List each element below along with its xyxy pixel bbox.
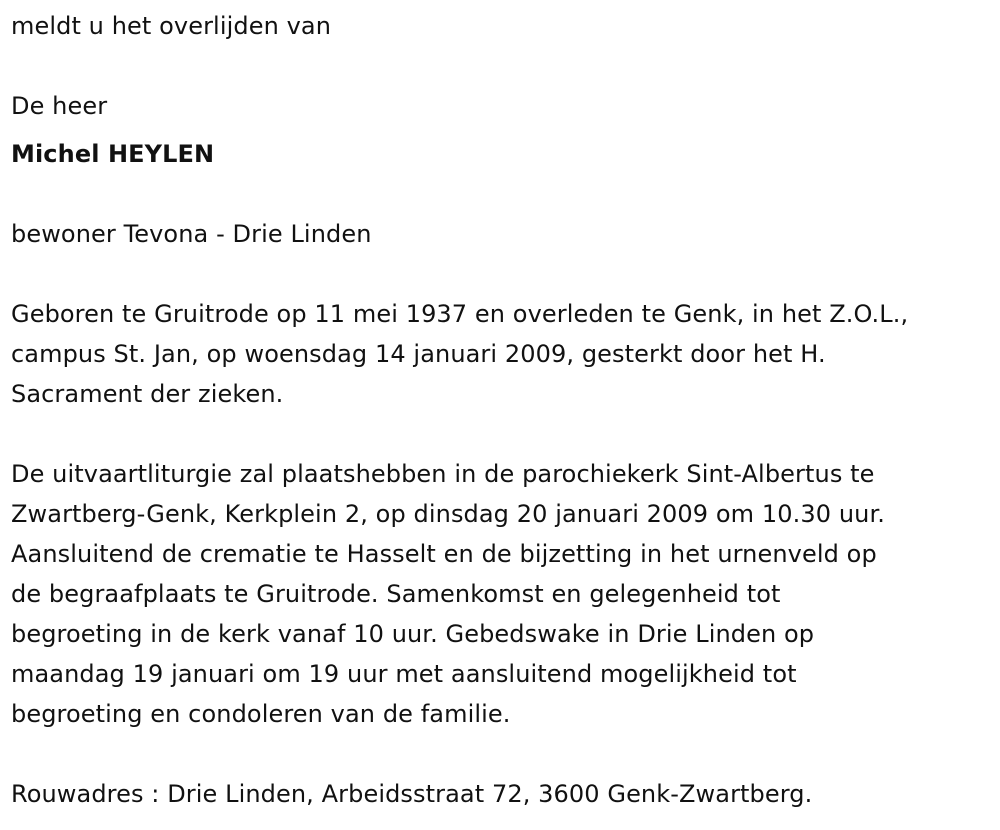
- salutation: De heer: [11, 92, 108, 120]
- spacer: [11, 46, 991, 86]
- obituary-document: [11, 6, 991, 814]
- paragraph-line: begroeting en condoleren van de familie.: [11, 700, 511, 728]
- spacer: [11, 414, 991, 454]
- paragraph-line: Sacrament der zieken.: [11, 380, 284, 408]
- mourning-address: Rouwadres : Drie Linden, Arbeidsstraat 72, 3600 Genk-Zwartberg.: [11, 780, 813, 808]
- spacer: [11, 734, 991, 774]
- spacer: [11, 174, 991, 214]
- paragraph-line: Zwartberg-Genk, Kerkplein 2, op dinsdag 20 januari 2009 om 10.30 uur.: [11, 500, 885, 528]
- intro-text: meldt u het overlijden van: [11, 12, 332, 40]
- paragraph-line: maandag 19 januari om 19 uur met aansluitend mogelijkheid tot: [11, 660, 797, 688]
- paragraph-line: begroeting in de kerk vanaf 10 uur. Gebedswake in Drie Linden op: [11, 620, 815, 648]
- paragraph-line: De uitvaartliturgie zal plaatshebben in de parochiekerk Sint-Albertus te: [11, 460, 875, 488]
- spacer: [11, 126, 991, 134]
- birth-death-paragraph: [11, 294, 991, 414]
- funeral-paragraph: [11, 454, 991, 734]
- paragraph-line: de begraafplaats te Gruitrode. Samenkomst en gelegenheid tot: [11, 580, 781, 608]
- paragraph-line: campus St. Jan, op woensdag 14 januari 2009, gesterkt door het H.: [11, 340, 826, 368]
- paragraph-line: Geboren te Gruitrode op 11 mei 1937 en overleden te Genk, in het Z.O.L.,: [11, 300, 909, 328]
- spacer: [11, 254, 991, 294]
- deceased-name: Michel HEYLEN: [11, 140, 215, 168]
- residence-line: bewoner Tevona - Drie Linden: [11, 220, 372, 248]
- paragraph-line: Aansluitend de crematie te Hasselt en de bijzetting in het urnenveld op: [11, 540, 877, 568]
